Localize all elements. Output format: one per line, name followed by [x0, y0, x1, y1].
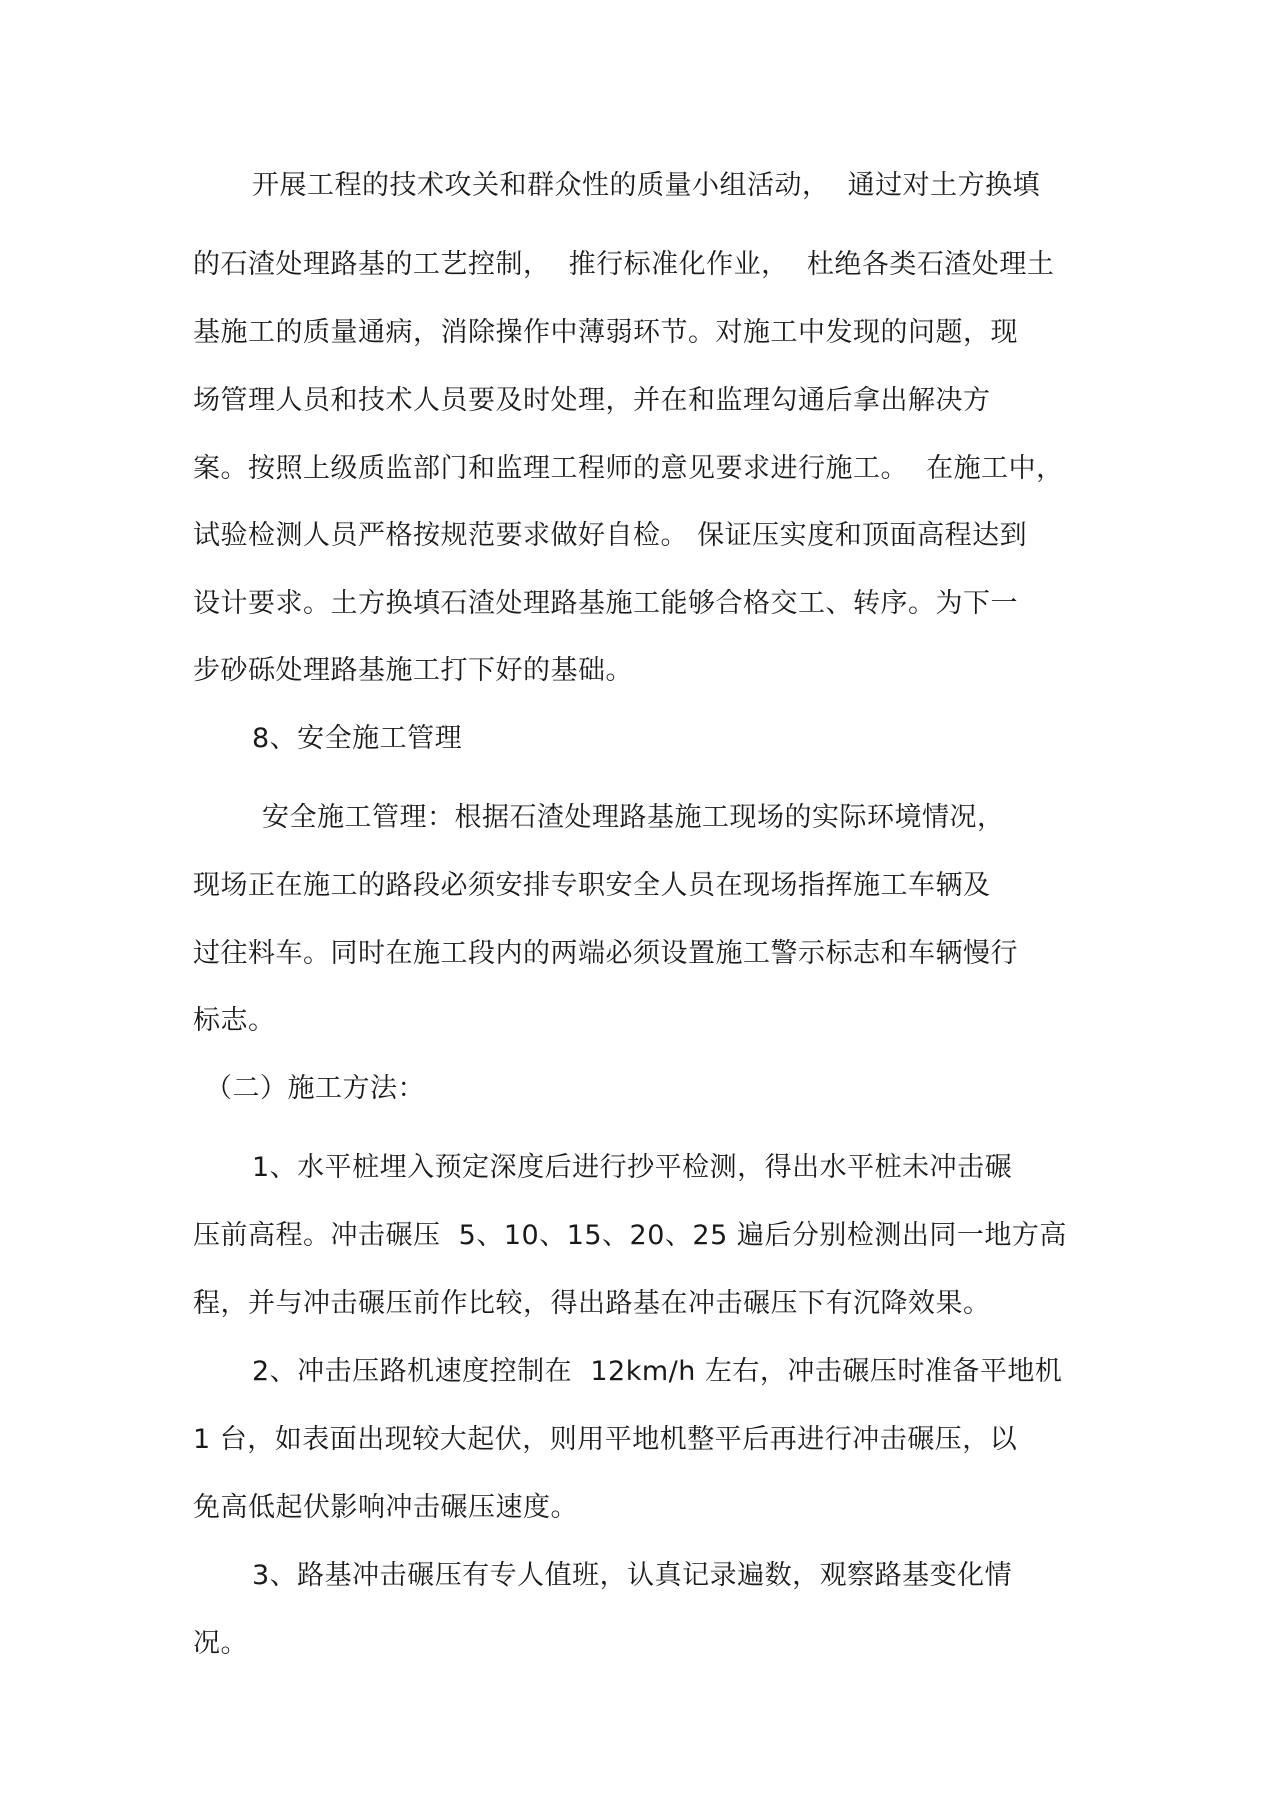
text-line: 开展工程的技术攻关和群众性的质量小组活动， 通过对土方换填	[252, 170, 1041, 201]
text-line: 1 台，如表面出现较大起伏，则用平地机整平后再进行冲击碾压，以	[193, 1424, 1018, 1455]
text-line: 压前高程。冲击碾压 5、10、15、20、25 遍后分别检测出同一地方高	[193, 1220, 1067, 1251]
text-line: 步砂砾处理路基施工打下好的基础。	[193, 655, 633, 686]
text-line: 程，并与冲击碾压前作比较，得出路基在冲击碾压下有沉降效果。	[193, 1288, 991, 1319]
text-line: 设计要求。土方换填石渣处理路基施工能够合格交工、转序。为下一	[193, 588, 1018, 619]
text-line: 标志。	[193, 1005, 276, 1036]
text-line: 场管理人员和技术人员要及时处理，并在和监理勾通后拿出解决方	[193, 385, 991, 416]
section-heading: 8、安全施工管理	[252, 723, 463, 754]
text-line: 安全施工管理：根据石渣处理路基施工现场的实际环境情况，	[262, 802, 1005, 833]
section-heading: （二）施工方法：	[205, 1073, 425, 1104]
text-line: 过往料车。同时在施工段内的两端必须设置施工警示标志和车辆慢行	[193, 938, 1018, 969]
text-line: 2、冲击压路机速度控制在 12km/h 左右，冲击碾压时准备平地机	[252, 1356, 1063, 1387]
text-line: 1、水平桩埋入预定深度后进行抄平检测，得出水平桩未冲击碾	[252, 1152, 1013, 1183]
text-line: 案。按照上级质监部门和监理工程师的意见要求进行施工。 在施工中，	[193, 453, 1064, 484]
text-line: 3、路基冲击碾压有专人值班，认真记录遍数，观察路基变化情	[252, 1560, 1013, 1591]
text-line: 现场正在施工的路段必须安排专职安全人员在现场指挥施工车辆及	[193, 870, 991, 901]
text-line: 况。	[193, 1628, 248, 1659]
text-line: 基施工的质量通病，消除操作中薄弱环节。对施工中发现的问题，现	[193, 317, 1018, 348]
text-line: 的石渣处理路基的工艺控制， 推行标准化作业， 杜绝各类石渣处理土	[193, 249, 1055, 280]
text-line: 试验检测人员严格按规范要求做好自检。 保证压实度和顶面高程达到	[193, 520, 1028, 551]
text-line: 免高低起伏影响冲击碾压速度。	[193, 1492, 578, 1523]
